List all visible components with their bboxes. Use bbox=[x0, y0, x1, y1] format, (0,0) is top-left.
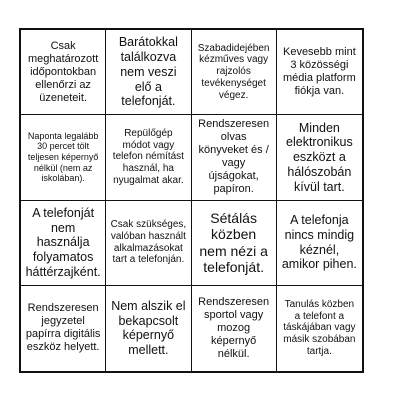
bingo-cell[interactable]: A telefonja nincs mindig kéznél, amikor pihen. bbox=[277, 201, 362, 286]
bingo-cell[interactable]: Minden elektronikus eszközt a hálószobán kívül tart. bbox=[277, 115, 362, 200]
bingo-cell[interactable]: Rendszeresen olvas könyveket és / vagy újságokat, papíron. bbox=[192, 115, 277, 200]
bingo-cell[interactable]: Naponta legalább 30 percet tölt teljesen képernyő nélkül (nem az iskolában). bbox=[21, 115, 106, 200]
bingo-cell[interactable]: Csak meghatározott időpontokban ellenőrzi az üzeneteit. bbox=[21, 30, 106, 115]
bingo-cell[interactable]: Tanulás közben a telefont a táskájában vagy másik szobában tartja. bbox=[283, 298, 356, 358]
bingo-cell[interactable]: Nem alszik el bekapcsolt képernyő mellett. bbox=[106, 286, 191, 371]
bingo-cell[interactable]: Kevesebb mint 3 közösségi média platform fiókja van. bbox=[277, 30, 362, 115]
bingo-cell[interactable]: Rendszeresen sportol vagy mozog képernyő nélkül. bbox=[192, 286, 277, 371]
bingo-cell[interactable]: Szabadidejében kézműves vagy rajzolós tevékenységet végez. bbox=[192, 30, 277, 115]
bingo-card bbox=[19, 28, 364, 373]
bingo-cell[interactable]: Repülőgép módot vagy telefon némítást használ, ha nyugalmat akar. bbox=[106, 115, 191, 200]
bingo-cell[interactable]: Barátokkal találkozva nem veszi elő a telefonját. bbox=[106, 30, 191, 115]
bingo-cell[interactable]: A telefonját nem használja folyamatos háttérzajként. bbox=[21, 201, 106, 286]
bingo-cell[interactable]: Sétálás közben nem nézi a telefonját. bbox=[192, 201, 277, 286]
bingo-cell[interactable]: Csak szükséges, valóban használt alkalmazásokat tart a telefonján. bbox=[106, 201, 191, 286]
bingo-cell[interactable]: Rendszeresen jegyzetel papírra digitális eszköz helyett. bbox=[21, 286, 106, 371]
